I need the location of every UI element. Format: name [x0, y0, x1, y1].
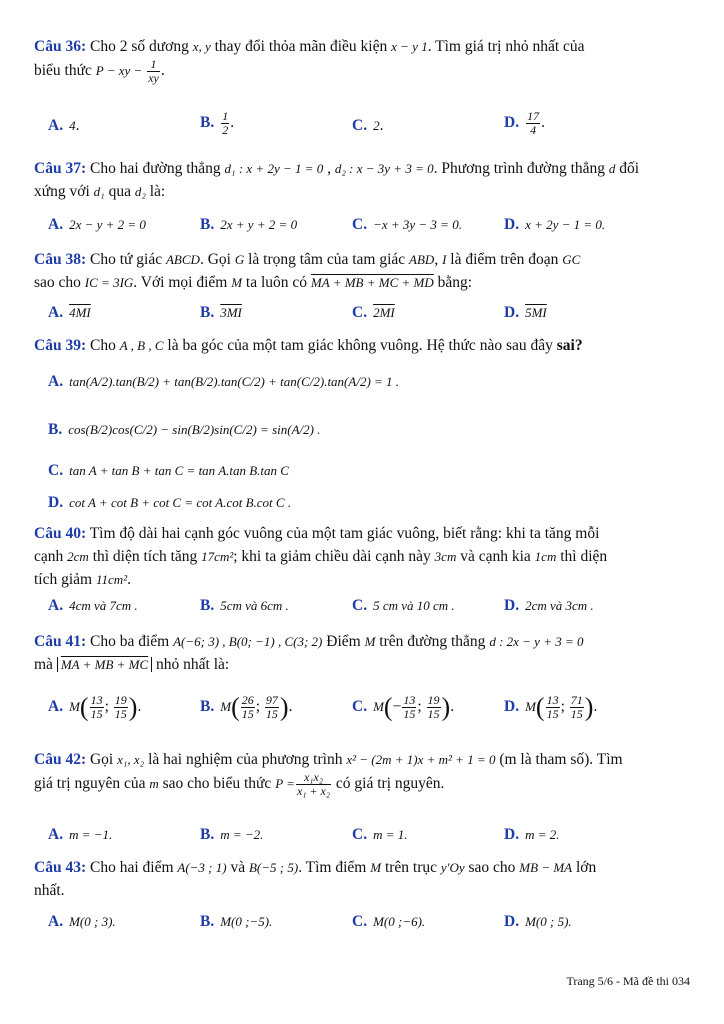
option-b[interactable]: B. 3MI: [200, 304, 242, 321]
option-a[interactable]: A. tan(A/2).tan(B/2) + tan(B/2).tan(C/2) + tan(C/2).tan(A/2) = 1 .: [48, 373, 400, 390]
option-d[interactable]: D. 5MI: [504, 304, 547, 321]
question-label: Câu 37:: [34, 160, 87, 177]
fraction: $\frac{1}{xy}$: [148, 57, 159, 85]
question-text: Cho hai đường thẳng: [89, 160, 221, 177]
option-d[interactable]: D. M(0 ; 5).: [504, 913, 572, 930]
option-c[interactable]: C. 2MI: [352, 304, 395, 321]
option-d[interactable]: D. cot A + cot B + cot C = cot A.cot B.cot C .: [48, 494, 292, 511]
vector-sum: MA + MB + MC: [60, 657, 149, 672]
question-label: Câu 42:: [34, 751, 87, 768]
math: x, y: [192, 39, 211, 54]
option-a[interactable]: A. 4.: [48, 117, 80, 134]
option-d[interactable]: D. $\frac{17}{4}$ .: [504, 109, 545, 137]
math: d₂ : x − 3y + 3 = 0: [334, 161, 434, 176]
option-d[interactable]: D. 2cm và 3cm .: [504, 597, 594, 614]
option-a[interactable]: A. 4cm và 7cm .: [48, 597, 138, 614]
option-b[interactable]: B. m = −2.: [200, 826, 264, 843]
option-a[interactable]: A. M( $\frac{13}{15}$ ; $\frac{19}{15}$ ).: [48, 692, 142, 722]
question-37: Câu 37: Cho hai đường thẳng d₁ : x + 2y − 1 = 0 , d₂ : x − 3y + 3 = 0. Phương trình đường thẳng d đối xứng với d₁ qua d₂ là:: [34, 160, 640, 200]
math: d₁: [93, 184, 105, 199]
option-c[interactable]: C. 5 cm và 10 cm .: [352, 597, 455, 614]
option-d[interactable]: D. m = 2.: [504, 826, 560, 843]
option-b[interactable]: B. 5cm và 6cm .: [200, 597, 289, 614]
question-text: . Tìm giá trị nhỏ nhất của: [427, 38, 585, 55]
question-text: . Phương trình đường thẳng: [433, 160, 606, 177]
math: d₂: [134, 184, 146, 199]
math: x − y 1: [391, 39, 428, 54]
question-text: là:: [149, 183, 166, 200]
question-label: Câu 43:: [34, 859, 87, 876]
option-b[interactable]: B. 2x + y + 2 = 0: [200, 216, 298, 233]
question-43: Câu 43: Cho hai điểm A(−3 ; 1) và B(−5 ; 5). Tìm điểm M trên trục y'Oy sao cho MB − MA lớn nhất.: [34, 859, 597, 899]
question-text: qua: [108, 183, 131, 200]
option-c[interactable]: C. 2.: [352, 117, 384, 134]
option-b[interactable]: B. $\frac{1}{2}$ .: [200, 109, 235, 137]
question-text: xứng với: [34, 183, 90, 200]
question-39: Câu 39: Cho A , B , C là ba góc của một tam giác không vuông. Hệ thức nào sau đây sai?: [34, 337, 583, 354]
question-38: Câu 38: Cho tứ giác ABCD. Gọi G là trọng tâm của tam giác ABD, I là điểm trên đoạn GC sao cho IC = 3IG. Với mọi điểm M ta luôn có MA + MB + MC + MD bằng:: [34, 251, 581, 291]
option-d[interactable]: D. M( $\frac{13}{15}$ ; $\frac{71}{15}$ ).: [504, 692, 598, 722]
option-a[interactable]: A. 4MI: [48, 304, 91, 321]
question-41: Câu 41: Cho ba điểm A(−6; 3) , B(0; −1) , C(3; 2) Điểm M trên đường thẳng d : 2x − y + 3 = 0 mà MA + MB + MC nhỏ nhất là:: [34, 633, 584, 673]
option-d[interactable]: D. x + 2y − 1 = 0.: [504, 216, 606, 233]
option-b[interactable]: B. M( $\frac{26}{15}$ ; $\frac{97}{15}$ ).: [200, 692, 293, 722]
option-a[interactable]: A. m = −1.: [48, 826, 113, 843]
question-text: đối: [619, 160, 640, 177]
option-c[interactable]: C. tan A + tan B + tan C = tan A.tan B.tan C: [48, 462, 289, 479]
option-a[interactable]: A. M(0 ; 3).: [48, 913, 116, 930]
question-text: biểu thức: [34, 62, 92, 80]
math: P − xy −: [95, 63, 143, 79]
question-label: Câu 36:: [34, 38, 87, 55]
vector-sum: MA + MB + MC + MD: [310, 275, 434, 290]
question-text: Cho 2 số dương: [89, 38, 189, 55]
math: d: [608, 161, 616, 176]
math: d₁ : x + 2y − 1 = 0: [224, 161, 324, 176]
question-36: Câu 36: Cho 2 số dương x, y thay đổi thỏa mãn điều kiện x − y 1. Tìm giá trị nhỏ nhất của biểu thức P − xy − $\frac{1}{xy}$ .: [34, 38, 585, 85]
question-label: Câu 38:: [34, 251, 87, 268]
question-40: Câu 40: Tìm độ dài hai cạnh góc vuông của một tam giác vuông, biết rằng: khi ta tăng mỗi cạnh 2cm thì diện tích tăng 17cm²; khi ta giảm chiều dài cạnh này 3cm và cạnh kia 1cm thì diện tích giảm 11cm².: [34, 525, 608, 588]
option-b[interactable]: B. cos(B/2)cos(C/2) − sin(B/2)sin(C/2) = sin(A/2) .: [48, 421, 321, 438]
emphasis: sai?: [556, 337, 583, 354]
option-c[interactable]: C. m = 1.: [352, 826, 408, 843]
question-label: Câu 39:: [34, 337, 87, 354]
option-c[interactable]: C. M(− $\frac{13}{15}$ ; $\frac{19}{15}$ ).: [352, 692, 455, 722]
question-label: Câu 40:: [34, 525, 87, 542]
question-42: Câu 42: Gọi x₁, x₂ là hai nghiệm của phương trình x² − (2m + 1)x + m² + 1 = 0 (m là tham số). Tìm giá trị nguyên của m sao cho biểu thức P = $\frac{\text{x₁x₂}}{\text{x₁ + x₂}}$ có giá trị nguyên.: [34, 751, 623, 798]
option-c[interactable]: C. −x + 3y − 3 = 0.: [352, 216, 462, 233]
option-a[interactable]: A. 2x − y + 2 = 0: [48, 216, 146, 233]
page-footer: Trang 5/6 - Mã đề thi 034: [566, 974, 690, 988]
question-text: thay đổi thỏa mãn điều kiện: [214, 38, 388, 55]
fraction: $\frac{\text{x₁x₂}}{\text{x₁ + x₂}}$: [296, 770, 331, 798]
option-b[interactable]: B. M(0 ;−5).: [200, 913, 273, 930]
option-c[interactable]: C. M(0 ;−6).: [352, 913, 426, 930]
question-label: Câu 41:: [34, 633, 87, 650]
